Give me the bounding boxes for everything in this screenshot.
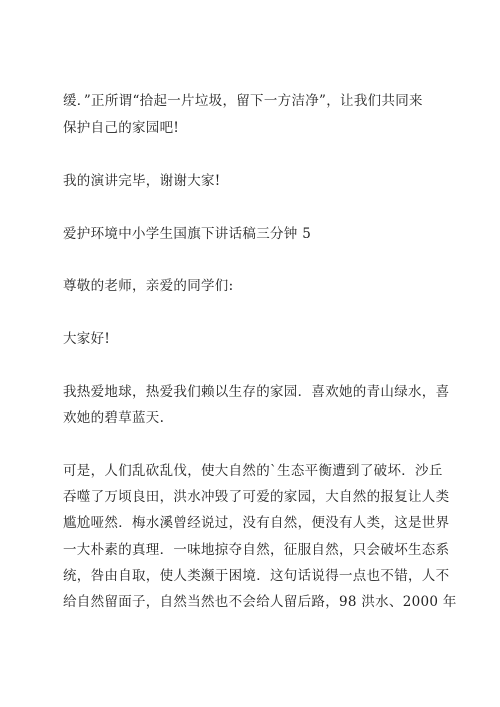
paragraph-line: 我的演讲完毕，谢谢大家! <box>63 173 221 189</box>
section-heading: 爱护环境中小学生国旗下讲话稿三分钟 5 <box>63 226 312 242</box>
paragraph-line: 一大朴素的真理．一味地掠夺自然，征服自然，只会破坏生态系 <box>63 542 450 558</box>
paragraph-line: 我热爱地球，热爱我们赖以生存的家园．喜欢她的青山绿水，喜 <box>63 384 450 400</box>
greeting: 大家好! <box>63 331 111 347</box>
paragraph-line: 尴尬哑然．梅水溪曾经说过，没有自然，便没有人类，这是世界 <box>63 515 450 531</box>
paragraph-line: 吞噬了万顷良田，洪水冲毁了可爱的家园，大自然的报复让人类 <box>63 489 450 505</box>
paragraph-line: 可是，人们乱砍乱伐，使大自然的`生态平衡遭到了破坏．沙丘 <box>63 463 443 479</box>
paragraph-line: 缓．”正所谓“拾起一片垃圾，留下一方洁净”，让我们共同来 <box>63 93 423 109</box>
paragraph-line: 欢她的碧草蓝天. <box>63 410 165 426</box>
paragraph-line: 保护自己的家园吧! <box>63 120 180 136</box>
salutation: 尊敬的老师，亲爱的同学们: <box>63 278 234 294</box>
paragraph-line: 统，咎由自取，使人类濒于困境．这句话说得一点也不错，人不 <box>63 568 450 584</box>
paragraph-line: 给自然留面子，自然当然也不会给人留后路，98 洪水、2000 年 <box>63 594 457 610</box>
